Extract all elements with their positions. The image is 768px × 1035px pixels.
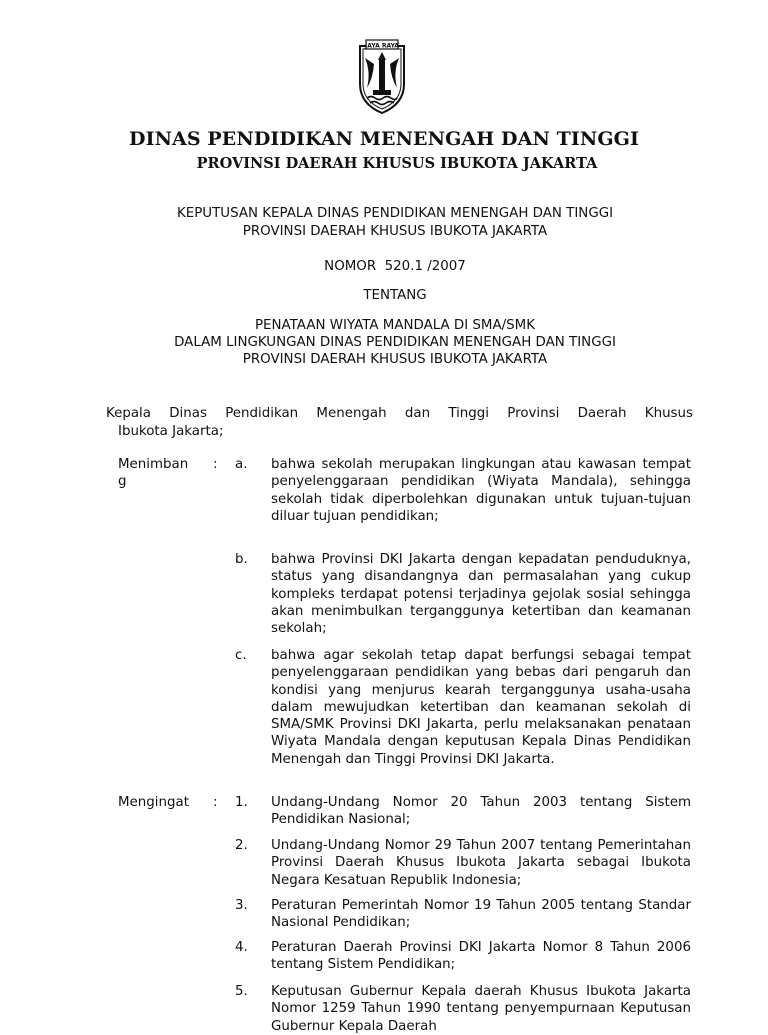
- menimbang-item-c-mark: c.: [235, 648, 247, 663]
- menimbang-item-b: bahwa Provinsi DKI Jakarta dengan kepadatan penduduknya, status yang disandangnya dan permasalahan yang cukup kompleks terdapat potensi terjadinya gejolak sosial sehingga akan menimbulkan terganggunya ketertiban dan keamanan sekolah;: [271, 552, 691, 637]
- intro-line-1: Kepala Dinas Pendidikan Menengah dan Tinggi Provinsi Daerah Khusus: [106, 406, 693, 421]
- menimbang-colon: :: [213, 457, 218, 472]
- menimbang-item-b-mark: b.: [235, 552, 248, 567]
- mengingat-item-1: Undang-Undang Nomor 20 Tahun 2003 tentang Sistem Pendidikan Nasional;: [271, 795, 691, 828]
- decree-subject-line-1: PENATAAN WIYATA MANDALA DI SMA/SMK: [254, 318, 535, 333]
- mengingat-item-2-mark: 2.: [235, 838, 248, 853]
- intro-paragraph: [106, 405, 693, 440]
- agency-title: DINAS PENDIDIKAN MENENGAH DAN TINGGI: [129, 128, 639, 150]
- mengingat-item-5-mark: 5.: [235, 984, 248, 999]
- mengingat-item-1-mark: 1.: [235, 795, 248, 810]
- mengingat-item-2: Undang-Undang Nomor 29 Tahun 2007 tentang Pemerintahan Provinsi Daerah Khusus Ibukota Jakarta sebagai Ibukota Negara Kesatuan Republik Indonesia;: [271, 838, 691, 888]
- mengingat-colon: :: [213, 795, 218, 810]
- menimbang-label-line-1: Menimban: [118, 457, 189, 472]
- mengingat-item-3-mark: 3.: [235, 898, 248, 913]
- decree-about: TENTANG: [363, 288, 427, 303]
- menimbang-item-c: bahwa agar sekolah tetap dapat berfungsi sebagai tempat penyelenggaraan pendidikan yang bebas dari pengaruh dan kondisi yang menjurus kearah terganggunya usaha-usaha dalam mewujudkan ketertiban dan keamanan sekolah di SMA/SMK Provinsi DKI Jakarta, perlu melaksanakan penataan Wiyata Mandala dengan keputusan Kepala Dinas Pendidikan Menengah dan Tinggi Provinsi DKI Jakarta.: [271, 648, 691, 767]
- decree-subject-line-3: PROVINSI DAERAH KHUSUS IBUKOTA JAKARTA: [242, 352, 548, 367]
- mengingat-item-4: Peraturan Daerah Provinsi DKI Jakarta Nomor 8 Tahun 2006 tentang Sistem Pendidikan;: [271, 940, 691, 973]
- menimbang-item-a-mark: a.: [235, 457, 248, 472]
- mengingat-item-3: Peraturan Pemerintah Nomor 19 Tahun 2005 tentang Standar Nasional Pendidikan;: [271, 898, 691, 931]
- decree-number: NOMOR 520.1 /2007: [324, 259, 466, 274]
- menimbang-label: [118, 456, 188, 491]
- mengingat-item-5: Keputusan Gubernur Kepala daerah Khusus Ibukota Jakarta Nomor 1259 Tahun 1990 tentang penyempurnaan Keputusan Gubernur Kepala Daerah: [271, 984, 691, 1034]
- decree-title-line-1: KEPUTUSAN KEPALA DINAS PENDIDIKAN MENENGAH DAN TINGGI: [176, 206, 614, 221]
- mengingat-label: Mengingat: [118, 795, 189, 810]
- jakarta-coat-of-arms-icon: [357, 38, 407, 114]
- province-title: PROVINSI DAERAH KHUSUS IBUKOTA JAKARTA: [196, 155, 598, 172]
- mengingat-item-4-mark: 4.: [235, 940, 248, 955]
- intro-line-2: Ibukota Jakarta;: [118, 423, 224, 439]
- decree-subject-line-2: DALAM LINGKUNGAN DINAS PENDIDIKAN MENENGAH DAN TINGGI: [174, 335, 616, 350]
- decree-title-line-2: PROVINSI DAERAH KHUSUS IBUKOTA JAKARTA: [242, 224, 548, 239]
- emblem-motto: JAYA RAYA: [365, 42, 399, 50]
- menimbang-label-line-2: g: [118, 474, 127, 490]
- menimbang-item-a: bahwa sekolah merupakan lingkungan atau kawasan tempat penyelenggaraan pendidikan (Wiyata Mandala), sehingga sekolah tidak diperbolehkan digunakan untuk tujuan-tujuan diluar tujuan pendidikan;: [271, 457, 691, 524]
